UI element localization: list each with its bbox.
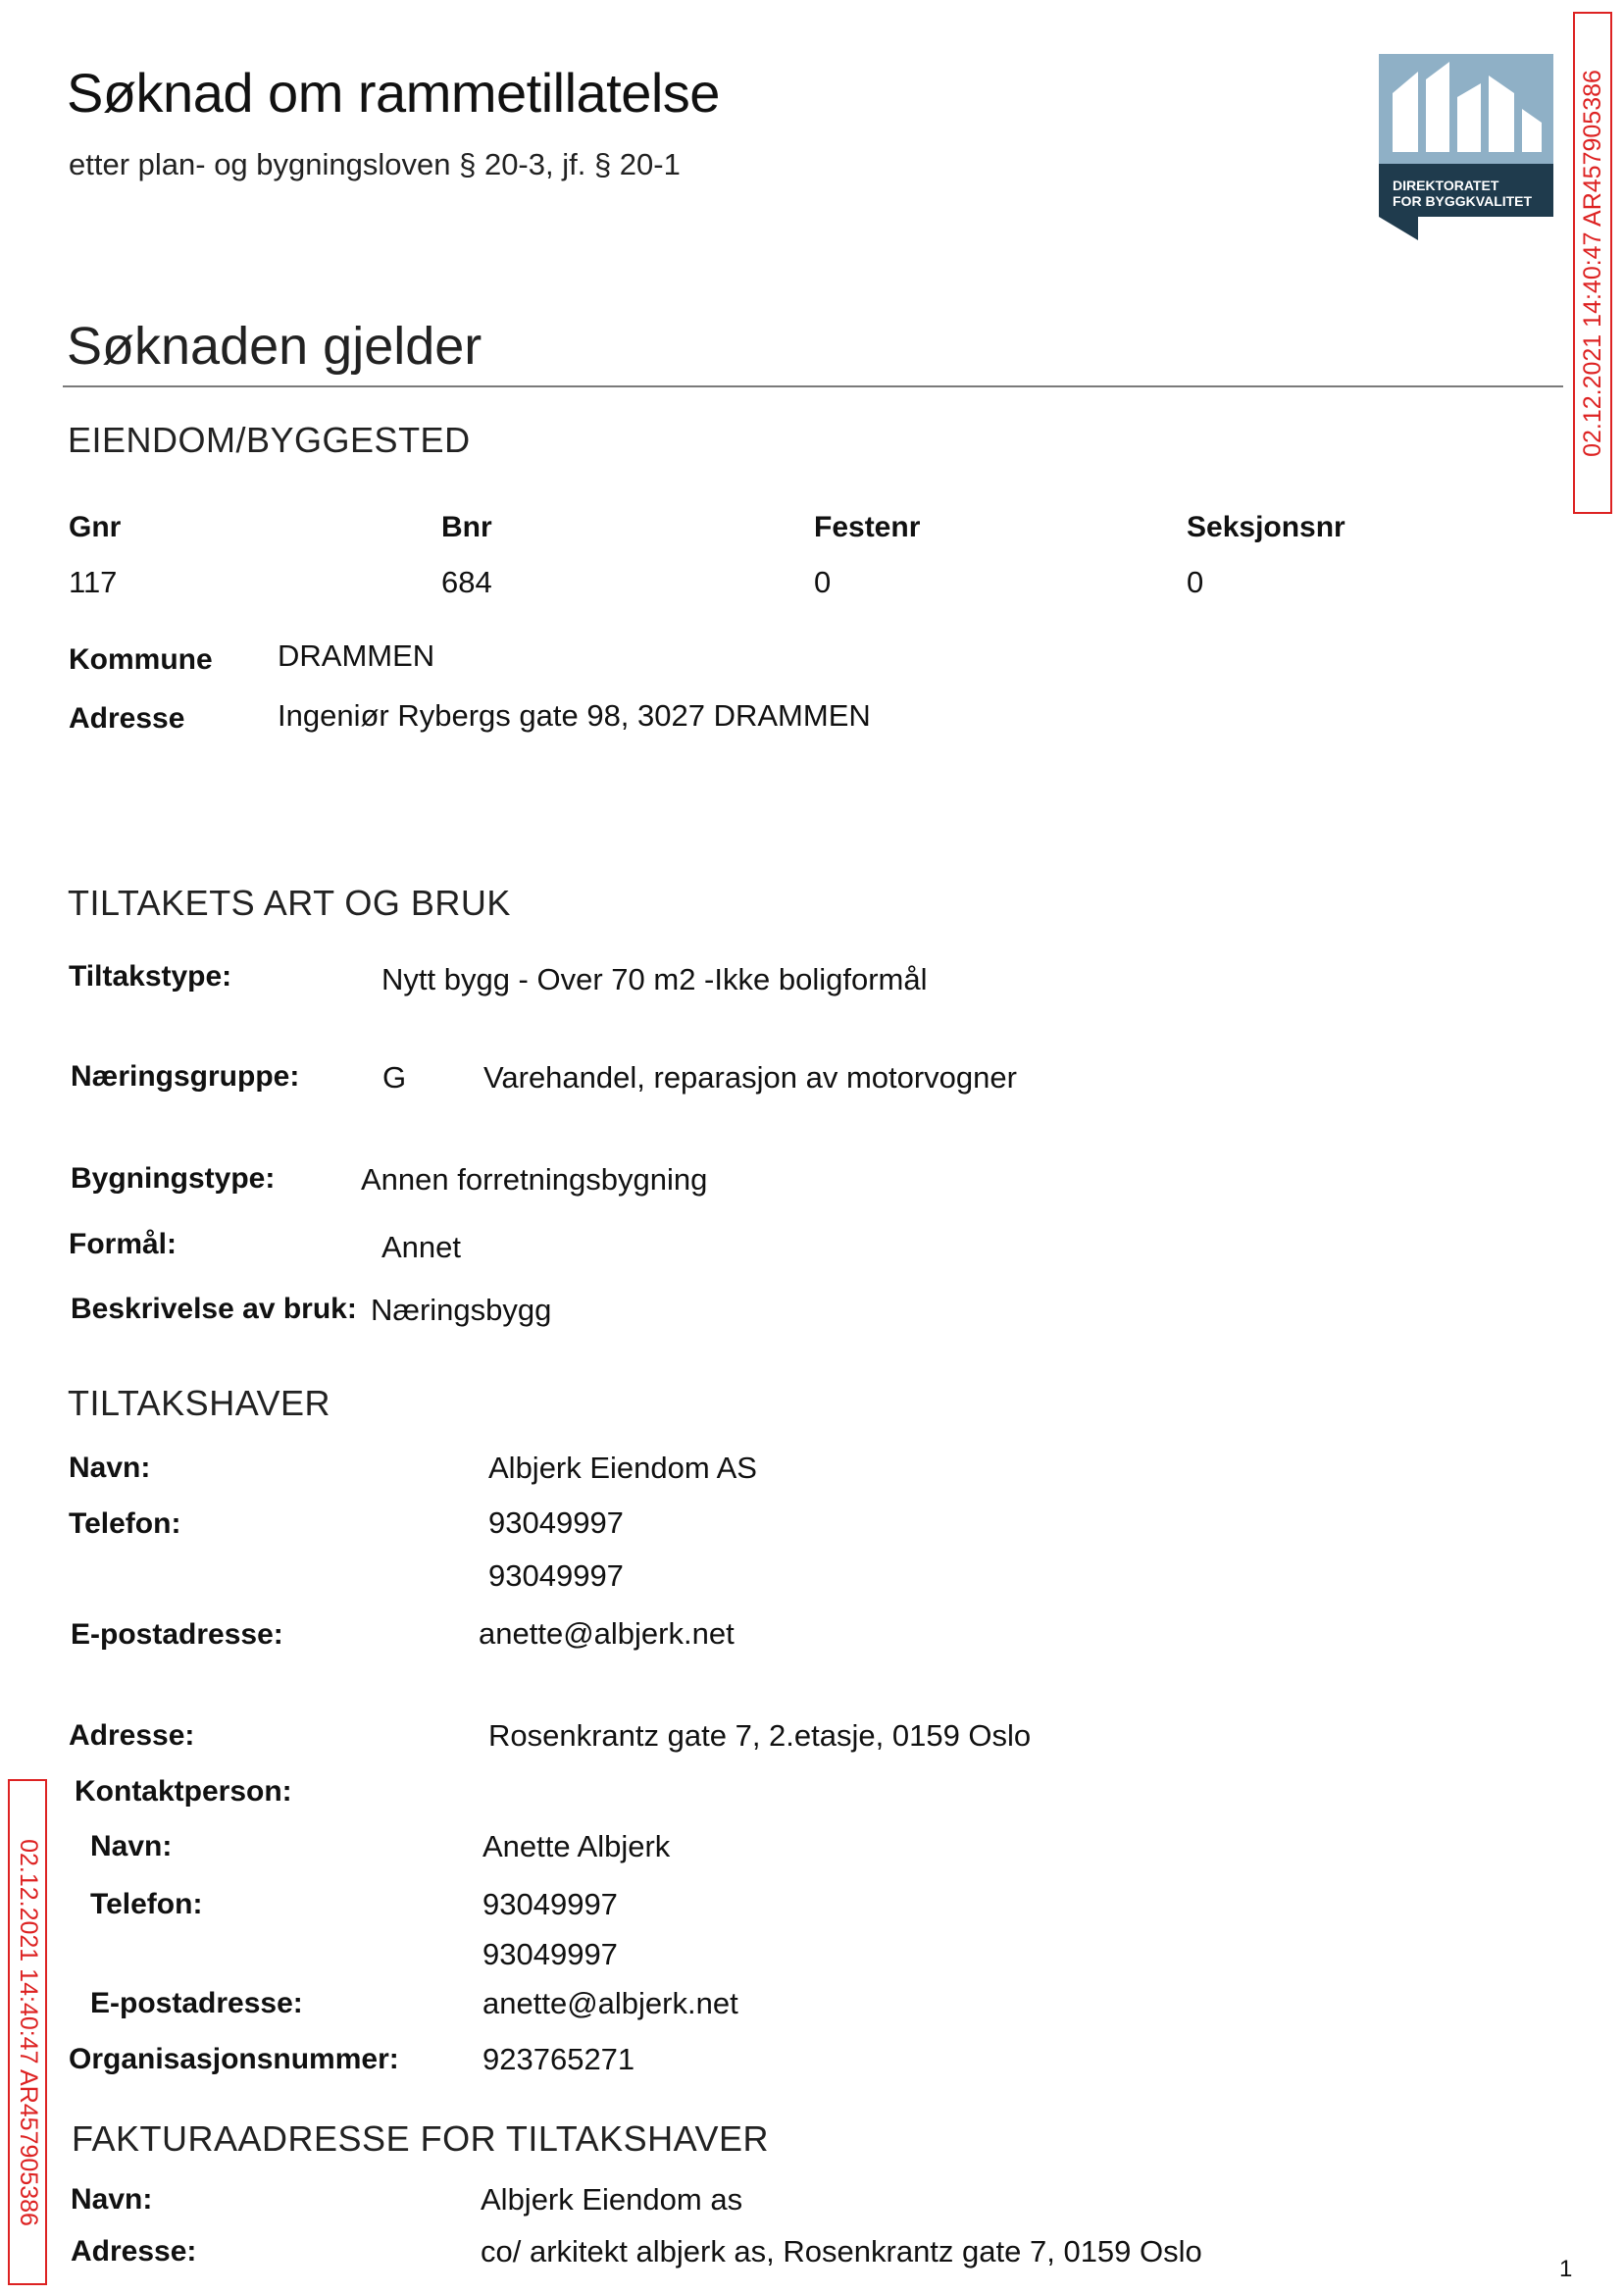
tiltakshaver-telefon-label: Telefon: <box>69 1507 181 1540</box>
tiltakshaver-adresse-value: Rosenkrantz gate 7, 2.etasje, 0159 Oslo <box>488 1718 1032 1753</box>
faktura-adresse-value: co/ arkitekt albjerk as, Rosenkrantz gate 7, 0159 Oslo <box>481 2234 1202 2269</box>
logo-text-2: FOR BYGGKVALITET <box>1393 193 1533 209</box>
orgnr-value: 923765271 <box>482 2042 635 2076</box>
value-gnr: 117 <box>69 565 118 599</box>
naeringsgruppe-value: Varehandel, reparasjon av motorvogner <box>483 1060 1017 1095</box>
dibk-logo <box>1379 54 1553 240</box>
logo-text-1: DIREKTORATET <box>1393 178 1499 193</box>
tiltakshaver-navn-value: Albjerk Eiendom AS <box>488 1451 757 1485</box>
tiltakshaver-heading: TILTAKSHAVER <box>68 1383 331 1423</box>
page-title: Søknad om rammetillatelse <box>67 62 720 124</box>
kommune-label: Kommune <box>69 643 213 676</box>
beskrivelse-label: Beskrivelse av bruk: <box>71 1293 357 1325</box>
section-title: Søknaden gjelder <box>67 317 482 376</box>
timestamp-stamp-top <box>1573 12 1612 514</box>
page-subtitle: etter plan- og bygningsloven § 20-3, jf. § 20-1 <box>69 147 681 181</box>
tiltakstype-value: Nytt bygg - Over 70 m2 -Ikke boligformål <box>381 962 928 996</box>
kontakt-epost-value: anette@albjerk.net <box>482 1986 738 2020</box>
tiltakstype-label: Tiltakstype: <box>69 960 232 993</box>
value-festenr: 0 <box>814 565 832 599</box>
naeringsgruppe-label: Næringsgruppe: <box>71 1060 300 1093</box>
col-festenr: Festenr <box>814 511 921 543</box>
building-logo-icon <box>1379 54 1553 240</box>
section-divider <box>63 385 1563 387</box>
stamp-text-left: 02.12.2021 14:40:47 AR457905386 <box>14 1838 42 2226</box>
value-seksjonsnr: 0 <box>1187 565 1204 599</box>
tiltakshaver-epost-label: E-postadresse: <box>71 1618 283 1651</box>
kontakt-navn-label: Navn: <box>90 1830 173 1862</box>
formal-label: Formål: <box>69 1228 178 1260</box>
bygningstype-label: Bygningstype: <box>71 1162 276 1195</box>
formal-value: Annet <box>381 1230 462 1264</box>
tiltak-heading: TILTAKETS ART OG BRUK <box>68 883 511 923</box>
kontakt-telefon-value-2: 93049997 <box>482 1937 618 1971</box>
faktura-adresse-label: Adresse: <box>71 2235 197 2268</box>
eiendom-heading: EIENDOM/BYGGESTED <box>68 420 471 460</box>
kontakt-telefon-value-1: 93049997 <box>482 1887 618 1921</box>
kontakt-epost-label: E-postadresse: <box>90 1987 303 2019</box>
bygningstype-value: Annen forretningsbygning <box>361 1162 708 1197</box>
timestamp-stamp-left <box>8 1779 47 2285</box>
faktura-heading: FAKTURAADRESSE FOR TILTAKSHAVER <box>72 2118 769 2159</box>
kontaktperson-label: Kontaktperson: <box>75 1775 292 1808</box>
tiltakshaver-telefon-value-2: 93049997 <box>488 1558 624 1593</box>
value-bnr: 684 <box>441 565 492 599</box>
naeringsgruppe-code: G <box>382 1060 407 1095</box>
kontakt-navn-value: Anette Albjerk <box>482 1829 671 1863</box>
tiltakshaver-navn-label: Navn: <box>69 1452 151 1484</box>
kommune-value: DRAMMEN <box>278 638 435 673</box>
adresse-label: Adresse <box>69 702 185 735</box>
faktura-navn-value: Albjerk Eiendom as <box>481 2182 743 2217</box>
tiltakshaver-epost-value: anette@albjerk.net <box>479 1616 735 1651</box>
col-gnr: Gnr <box>69 511 122 543</box>
kontakt-telefon-label: Telefon: <box>90 1888 203 1920</box>
col-bnr: Bnr <box>441 511 492 543</box>
orgnr-label: Organisasjonsnummer: <box>69 2043 399 2075</box>
stamp-text-top: 02.12.2021 14:40:47 AR457905386 <box>1578 69 1606 457</box>
beskrivelse-value: Næringsbygg <box>371 1293 552 1327</box>
tiltakshaver-telefon-value-1: 93049997 <box>488 1505 624 1540</box>
page-number: 1 <box>1559 2256 1573 2282</box>
faktura-navn-label: Navn: <box>71 2183 153 2216</box>
tiltakshaver-adresse-label: Adresse: <box>69 1719 195 1752</box>
col-seksjonsnr: Seksjonsnr <box>1187 511 1345 543</box>
adresse-value: Ingeniør Rybergs gate 98, 3027 DRAMMEN <box>278 698 871 733</box>
